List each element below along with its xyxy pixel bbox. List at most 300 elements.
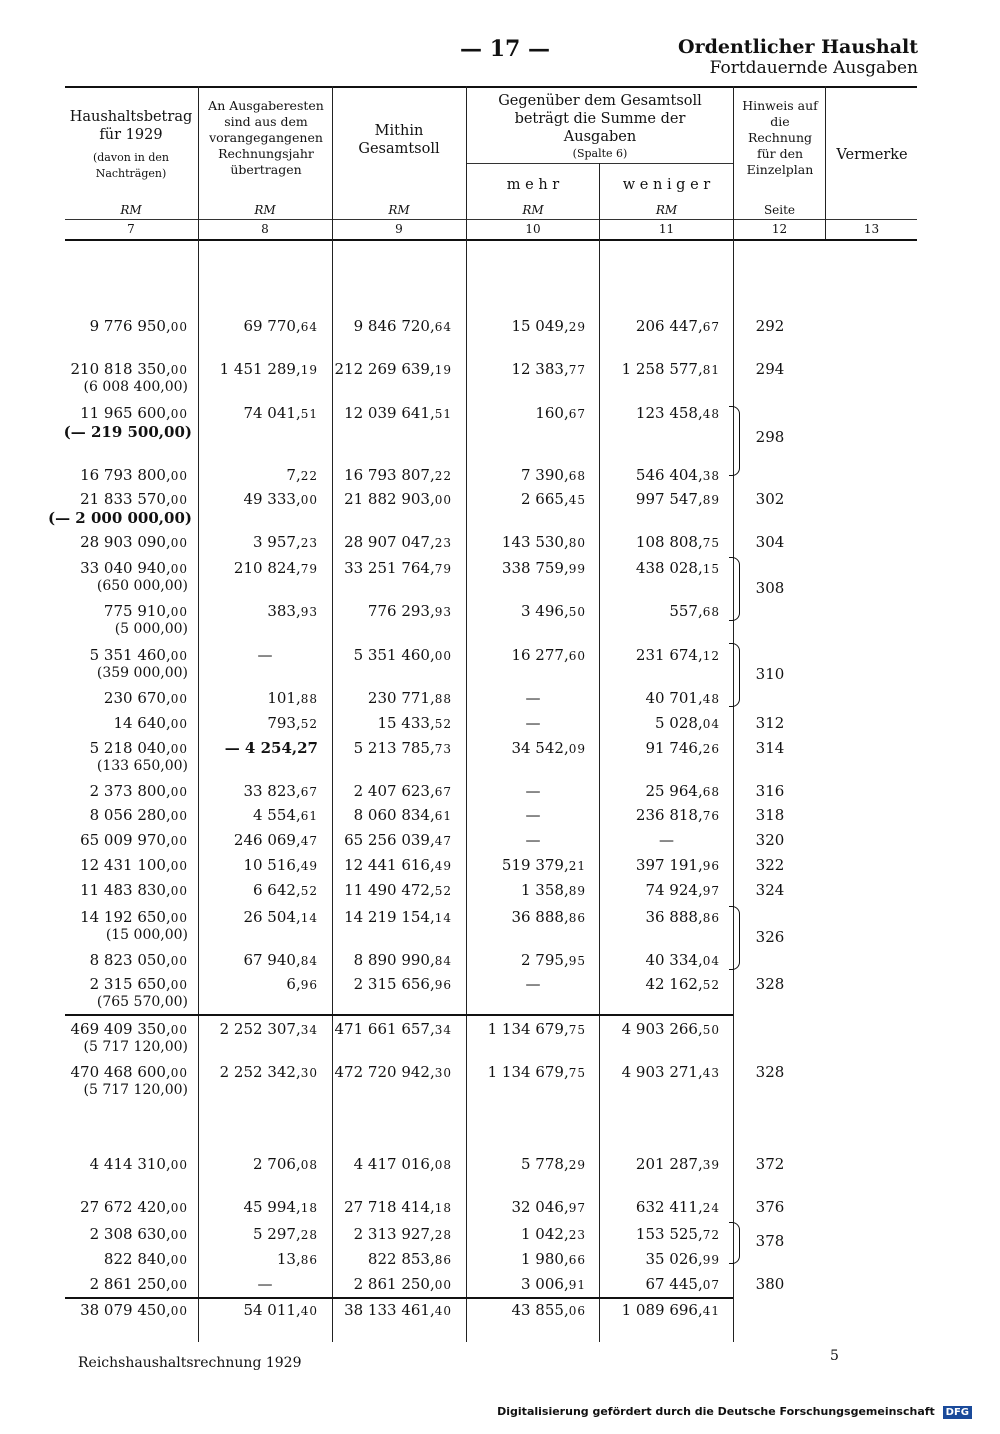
cell-integer: 2 252 342, <box>219 1063 301 1081</box>
cell-col-7 <box>80 1301 188 1319</box>
cell-integer: 16 277, <box>511 646 569 664</box>
cell-col-9 <box>335 1063 452 1081</box>
cell-col-10 <box>535 404 586 422</box>
cell-col-10 <box>521 490 586 508</box>
cell-col-7 <box>90 646 188 664</box>
empty-cell-dash: — <box>659 831 674 849</box>
cell-decimal: 00 <box>434 493 452 507</box>
header-bottom-rule <box>65 239 917 241</box>
cell-decimal: 38 <box>702 469 720 483</box>
cell-decimal: 76 <box>702 809 720 823</box>
cell-col-7 <box>80 881 188 899</box>
cell-decimal: 00 <box>170 1228 188 1242</box>
cell-integer: 69 770, <box>243 317 301 335</box>
cell-decimal: 51 <box>300 407 318 421</box>
cell-decimal: 30 <box>300 1066 318 1080</box>
cell-decimal: 00 <box>170 407 188 421</box>
cell-integer: 36 888, <box>511 908 569 926</box>
cell-col-10 <box>511 739 586 757</box>
empty-cell-dash: — <box>525 831 541 849</box>
cell-integer: 471 661 657, <box>334 1020 435 1038</box>
cell-decimal: 81 <box>702 363 720 377</box>
cell-integer: 469 409 350, <box>70 1020 171 1038</box>
cell-decimal: 07 <box>702 1278 720 1292</box>
cell-integer: 1 042, <box>521 1225 569 1243</box>
cell-decimal: 84 <box>434 954 452 968</box>
cell-col-11 <box>645 908 720 926</box>
cell-col-7 <box>80 1198 188 1216</box>
cell-integer: 438 028, <box>635 559 703 577</box>
cell-decimal: 12 <box>702 649 720 663</box>
cell-decimal: 95 <box>568 954 586 968</box>
cell-decimal: 00 <box>170 1253 188 1267</box>
cell-col-9 <box>377 714 452 732</box>
cell-integer: 108 808, <box>635 533 703 551</box>
cell-col-10 <box>488 1063 586 1081</box>
cell-col-9 <box>344 559 452 577</box>
cell-col-11 <box>636 466 720 484</box>
supplement-amount: (359 000,00) <box>96 665 188 681</box>
cell-integer: 11 490 472, <box>344 881 435 899</box>
cell-decimal: 00 <box>170 911 188 925</box>
cell-decimal: 50 <box>702 1023 720 1037</box>
cell-integer: 13, <box>276 1250 301 1268</box>
cell-col-9 <box>335 1020 452 1038</box>
cell-integer: 42 162, <box>645 975 703 993</box>
cell-decimal: 88 <box>434 692 452 706</box>
page-ref: 378 <box>755 1232 785 1250</box>
col7-header: Haushaltsbetrag für 1929 <box>69 109 193 143</box>
cell-col-7 <box>90 739 188 757</box>
page-ref: 328 <box>755 975 785 993</box>
cell-integer: 210 818 350, <box>70 360 171 378</box>
cell-decimal: 84 <box>300 954 318 968</box>
cell-col-9 <box>344 908 452 926</box>
cell-decimal: 68 <box>702 785 720 799</box>
cell-col-11 <box>636 806 720 824</box>
cell-integer: 230 771, <box>367 689 435 707</box>
cell-decimal: 96 <box>300 978 318 992</box>
column-number: 10 <box>525 222 541 236</box>
cell-decimal: 86 <box>568 911 586 925</box>
cell-integer: 9 846 720, <box>353 317 435 335</box>
cell-decimal: 18 <box>434 1201 452 1215</box>
cell-integer: 4 903 271, <box>621 1063 703 1081</box>
column-number: 12 <box>771 222 788 236</box>
cell-decimal: 89 <box>702 493 720 507</box>
cell-integer: 231 674, <box>635 646 703 664</box>
cell-decimal: 15 <box>702 562 720 576</box>
cell-decimal: 06 <box>568 1304 586 1318</box>
cell-col-11 <box>645 1275 720 1293</box>
cell-col-11 <box>622 1020 720 1038</box>
cell-integer: 43 855, <box>511 1301 569 1319</box>
cell-col-8 <box>243 317 318 335</box>
cell-decimal: 47 <box>434 834 452 848</box>
total-rule <box>65 1297 733 1299</box>
cell-integer: 14 219 154, <box>344 908 435 926</box>
cell-integer: 206 447, <box>635 317 703 335</box>
cell-col-8 <box>225 739 318 757</box>
cell-integer: 4 417 016, <box>353 1155 435 1173</box>
cell-decimal: 00 <box>170 954 188 968</box>
page-ref: 316 <box>755 782 785 800</box>
supplement-reduction: (— 2 000 000,00) <box>47 509 192 527</box>
cell-col-8 <box>253 533 318 551</box>
cell-integer: 5 351 460, <box>89 646 171 664</box>
cell-col-11 <box>645 739 720 757</box>
cell-col-8 <box>253 881 318 899</box>
cell-decimal: 14 <box>434 911 452 925</box>
cell-col-8 <box>267 714 318 732</box>
page-ref: 292 <box>755 317 785 335</box>
cell-decimal: 08 <box>300 1158 318 1172</box>
cell-decimal: 09 <box>568 742 586 756</box>
cell-integer: 2 795, <box>521 951 569 969</box>
cell-col-7 <box>80 533 188 551</box>
cell-decimal: 86 <box>702 911 720 925</box>
cell-col-8 <box>220 1020 318 1038</box>
cell-decimal: 72 <box>702 1228 720 1242</box>
cell-decimal: 52 <box>434 884 452 898</box>
cell-col-8 <box>277 1250 318 1268</box>
cell-decimal: 61 <box>434 809 452 823</box>
cell-col-7 <box>90 782 188 800</box>
cell-integer: 27 718 414, <box>344 1198 435 1216</box>
cell-integer: 632 411, <box>635 1198 703 1216</box>
cell-integer: 74 041, <box>243 404 301 422</box>
cell-integer: 16 793 800, <box>80 466 171 484</box>
cell-integer: 5 218 040, <box>89 739 171 757</box>
cell-integer: 21 882 903, <box>344 490 435 508</box>
col9-header: Mithin Gesamtsoll <box>358 123 440 157</box>
cell-integer: 38 079 450, <box>80 1301 171 1319</box>
cell-decimal: 34 <box>434 1023 452 1037</box>
cell-integer: 470 468 600, <box>70 1063 171 1081</box>
cell-col-9 <box>368 602 452 620</box>
cell-integer: 91 746, <box>645 739 703 757</box>
cell-col-7 <box>80 559 188 577</box>
running-header <box>678 36 918 78</box>
cell-decimal: 99 <box>568 562 586 576</box>
cell-decimal: 00 <box>170 1158 188 1172</box>
cell-integer: 5 778, <box>521 1155 569 1173</box>
cell-col-11 <box>669 602 720 620</box>
page-ref: 304 <box>755 533 785 551</box>
cell-integer: 28 903 090, <box>80 533 171 551</box>
cell-decimal: 00 <box>170 493 188 507</box>
cell-col-7 <box>80 908 188 926</box>
unit-label: RM <box>522 203 544 217</box>
cell-decimal: 80 <box>568 536 586 550</box>
cell-decimal: 14 <box>300 911 318 925</box>
cell-integer: 557, <box>669 602 703 620</box>
cell-decimal: 67 <box>300 785 318 799</box>
cell-col-11 <box>645 881 720 899</box>
cell-integer: 16 793 807, <box>344 466 435 484</box>
footer-source: Reichshaushaltsrechnung 1929 <box>78 1355 302 1371</box>
page-ref: 322 <box>755 856 785 874</box>
cell-col-8 <box>267 689 318 707</box>
cell-decimal: 64 <box>434 320 452 334</box>
cell-integer: 210 824, <box>233 559 301 577</box>
cell-integer: 1 451 289, <box>219 360 301 378</box>
cell-decimal: 96 <box>702 859 720 873</box>
cell-col-7 <box>104 1250 188 1268</box>
cell-decimal: 61 <box>300 809 318 823</box>
cell-col-9 <box>354 806 452 824</box>
page-ref: 294 <box>755 360 785 378</box>
page-ref: 372 <box>755 1155 785 1173</box>
cell-col-11 <box>636 1225 720 1243</box>
supplement-amount: (650 000,00) <box>96 578 188 594</box>
cell-decimal: 00 <box>170 785 188 799</box>
cell-decimal: 04 <box>702 717 720 731</box>
cell-col-9 <box>354 739 452 757</box>
cell-integer: 2 315 656, <box>353 975 435 993</box>
col12-header: Hinweis auf die Rechnung für den Einzelplan <box>742 98 818 177</box>
cell-col-7 <box>90 975 188 993</box>
cell-col-7 <box>90 1155 188 1173</box>
cell-col-10 <box>511 908 586 926</box>
cell-decimal: 89 <box>568 884 586 898</box>
cell-decimal: 00 <box>434 1278 452 1292</box>
cell-decimal: 52 <box>434 717 452 731</box>
cell-decimal: 52 <box>300 717 318 731</box>
cell-integer: 246 069, <box>233 831 301 849</box>
cell-integer: 7 390, <box>521 466 569 484</box>
cell-integer: 65 009 970, <box>80 831 171 849</box>
cell-col-8 <box>253 1225 318 1243</box>
cell-decimal: 97 <box>568 1201 586 1215</box>
cell-decimal: 00 <box>170 834 188 848</box>
cell-col-7 <box>71 1020 188 1038</box>
cell-decimal: 18 <box>300 1201 318 1215</box>
cell-integer: 2 252 307, <box>219 1020 301 1038</box>
cell-integer: 2 407 623, <box>353 782 435 800</box>
cell-integer: 383, <box>267 602 301 620</box>
unit-label: RM <box>388 203 410 217</box>
cell-integer: 12 431 100, <box>80 856 171 874</box>
cell-integer: 40 701, <box>645 689 703 707</box>
cell-decimal: 00 <box>434 649 452 663</box>
cell-col-9 <box>344 1198 452 1216</box>
cell-decimal: 97 <box>702 884 720 898</box>
cell-col-8 <box>243 951 318 969</box>
cell-integer: 26 504, <box>243 908 301 926</box>
cell-col-10 <box>521 1275 586 1293</box>
cell-integer: 15 433, <box>377 714 435 732</box>
supplement-amount: (765 570,00) <box>96 994 188 1010</box>
cell-decimal: 00 <box>170 1278 188 1292</box>
cell-decimal: 00 <box>170 809 188 823</box>
col10-11-subheader: (Spalte 6) <box>572 147 628 160</box>
cell-col-11 <box>645 975 720 993</box>
cell-col-7 <box>113 714 188 732</box>
cell-col-7 <box>80 831 188 849</box>
column-divider <box>733 86 734 1342</box>
cell-col-11 <box>645 689 720 707</box>
cell-col-9 <box>344 1301 452 1319</box>
brace-308 <box>729 557 740 621</box>
unit-label: RM <box>254 203 276 217</box>
empty-cell-dash: — <box>257 1275 273 1293</box>
cell-col-10 <box>511 360 586 378</box>
cell-col-11 <box>622 360 720 378</box>
cell-col-7 <box>80 466 188 484</box>
cell-col-10 <box>521 1155 586 1173</box>
cell-col-9 <box>368 689 452 707</box>
cell-decimal: 08 <box>434 1158 452 1172</box>
cell-integer: 3 006, <box>521 1275 569 1293</box>
cell-decimal: 48 <box>702 692 720 706</box>
cell-integer: 3 496, <box>521 602 569 620</box>
cell-integer: 8 823 050, <box>89 951 171 969</box>
brace-326 <box>729 906 740 970</box>
cell-decimal: 28 <box>434 1228 452 1242</box>
cell-decimal: 64 <box>300 320 318 334</box>
cell-col-7 <box>80 856 188 874</box>
cell-col-11 <box>645 782 720 800</box>
cell-col-11 <box>636 404 720 422</box>
column-divider <box>825 86 826 239</box>
cell-integer: 6, <box>286 975 301 993</box>
footer-page: 5 <box>830 1348 839 1364</box>
empty-cell-dash: — <box>257 646 273 664</box>
cell-integer: 1 134 679, <box>487 1063 569 1081</box>
credit-line <box>497 1405 972 1419</box>
page-ref: 324 <box>755 881 785 899</box>
cell-col-11 <box>622 1063 720 1081</box>
cell-col-8 <box>243 782 318 800</box>
cell-decimal: 00 <box>170 978 188 992</box>
cell-integer: 8 060 834, <box>353 806 435 824</box>
column-divider <box>332 86 333 1342</box>
cell-col-8 <box>220 1063 318 1081</box>
cell-col-10 <box>502 533 586 551</box>
cell-integer: 12 383, <box>511 360 569 378</box>
cell-decimal: 67 <box>702 320 720 334</box>
cell-decimal: 00 <box>170 1066 188 1080</box>
cell-integer: 35 026, <box>645 1250 703 1268</box>
credit-text: Digitalisierung gefördert durch die Deutsche Forschungsgemeinschaft <box>497 1405 935 1418</box>
cell-decimal: 00 <box>170 536 188 550</box>
cell-integer: 67 940, <box>243 951 301 969</box>
unit-rule <box>65 219 917 220</box>
cell-integer: 822 853, <box>367 1250 435 1268</box>
cell-col-10 <box>521 1250 586 1268</box>
cell-integer: 212 269 639, <box>334 360 435 378</box>
cell-decimal: 49 <box>300 859 318 873</box>
cell-integer: 776 293, <box>367 602 435 620</box>
cell-integer: 65 256 039, <box>344 831 435 849</box>
column-number: 9 <box>395 222 403 236</box>
cell-decimal: 75 <box>568 1066 586 1080</box>
cell-decimal: 26 <box>702 742 720 756</box>
cell-decimal: 00 <box>170 692 188 706</box>
cell-col-8 <box>253 1155 318 1173</box>
empty-cell-dash: — <box>525 714 541 732</box>
cell-col-9 <box>354 1275 452 1293</box>
cell-decimal: 86 <box>300 1253 318 1267</box>
cell-integer: 33 040 940, <box>80 559 171 577</box>
cell-col-11 <box>636 317 720 335</box>
col13-header: Vermerke <box>836 147 908 163</box>
dfg-logo: DFG <box>943 1406 972 1419</box>
cell-decimal: 73 <box>434 742 452 756</box>
cell-col-7 <box>71 360 188 378</box>
cell-decimal: 23 <box>300 536 318 550</box>
supplement-amount: (5 717 120,00) <box>83 1039 188 1055</box>
cell-integer: 2 308 630, <box>89 1225 171 1243</box>
cell-col-9 <box>344 881 452 899</box>
empty-cell-dash: — <box>525 782 541 800</box>
cell-decimal: 24 <box>702 1201 720 1215</box>
cell-integer: 25 964, <box>645 782 703 800</box>
column-number: 8 <box>261 222 269 236</box>
cell-integer: 34 542, <box>511 739 569 757</box>
column-divider <box>599 163 600 1342</box>
cell-integer: 10 516, <box>243 856 301 874</box>
cell-col-10 <box>502 856 586 874</box>
cell-col-8 <box>243 908 318 926</box>
cell-decimal: 00 <box>170 1023 188 1037</box>
cell-col-10 <box>521 466 586 484</box>
page-ref: 380 <box>755 1275 785 1293</box>
running-header-title: Ordentlicher Haushalt <box>678 36 918 58</box>
cell-integer: 27 672 420, <box>80 1198 171 1216</box>
cell-col-11 <box>636 646 720 664</box>
cell-col-8 <box>243 490 318 508</box>
cell-col-11 <box>636 1198 720 1216</box>
page-ref: 376 <box>755 1198 785 1216</box>
cell-col-10 <box>511 1301 586 1319</box>
cell-integer: 9 776 950, <box>89 317 171 335</box>
cell-decimal: 75 <box>568 1023 586 1037</box>
cell-integer: 40 334, <box>645 951 703 969</box>
cell-integer: 1 134 679, <box>487 1020 569 1038</box>
cell-integer: 54 011, <box>243 1301 301 1319</box>
cell-integer: 1 258 577, <box>621 360 703 378</box>
brace-378 <box>729 1222 740 1264</box>
table-top-rule <box>65 86 917 88</box>
cell-decimal: 00 <box>170 363 188 377</box>
cell-col-9 <box>354 646 452 664</box>
cell-decimal: 50 <box>568 605 586 619</box>
cell-col-8 <box>243 1198 318 1216</box>
cell-col-9 <box>344 831 452 849</box>
cell-decimal: 34 <box>300 1023 318 1037</box>
cell-integer: 2 373 800, <box>89 782 171 800</box>
cell-integer: 2 861 250, <box>89 1275 171 1293</box>
cell-decimal: 29 <box>568 320 586 334</box>
cell-integer: 4 414 310, <box>89 1155 171 1173</box>
cell-integer: 338 759, <box>501 559 569 577</box>
cell-decimal: 21 <box>568 859 586 873</box>
col11-header: w e n i g e r <box>622 177 711 193</box>
cell-decimal: 00 <box>170 742 188 756</box>
cell-decimal: 47 <box>300 834 318 848</box>
cell-decimal: 43 <box>702 1066 720 1080</box>
cell-integer: 160, <box>535 404 569 422</box>
cell-integer: — 4 254,27 <box>224 739 318 757</box>
page-ref: 312 <box>755 714 785 732</box>
cell-integer: 1 089 696, <box>621 1301 703 1319</box>
cell-decimal: 28 <box>300 1228 318 1242</box>
unit-label: RM <box>655 203 678 217</box>
cell-integer: 822 840, <box>103 1250 171 1268</box>
cell-integer: 775 910, <box>103 602 171 620</box>
